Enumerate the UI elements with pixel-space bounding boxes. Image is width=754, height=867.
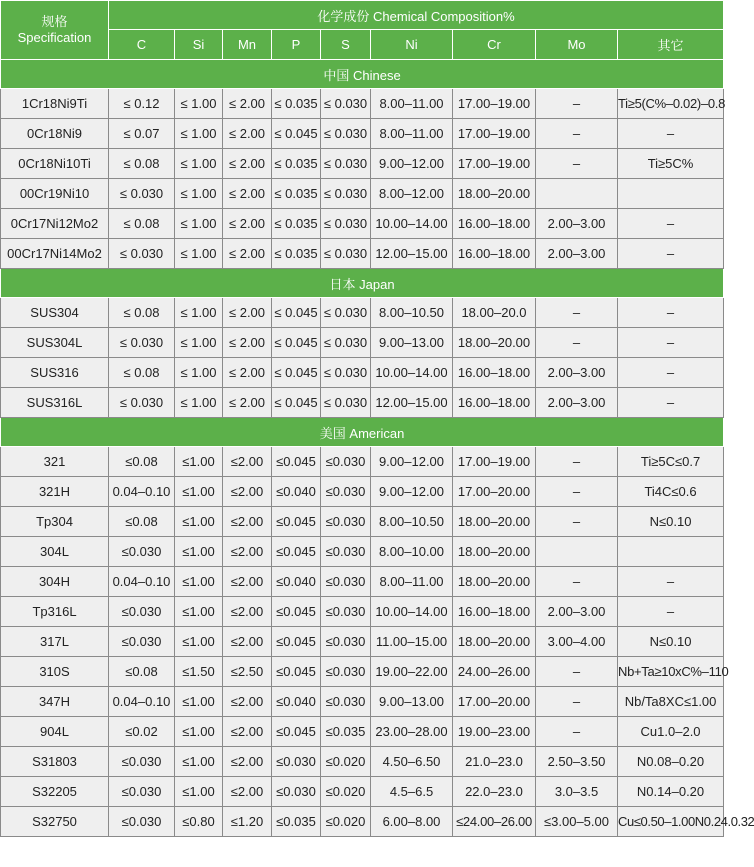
cell-p: ≤0.045 bbox=[272, 447, 321, 477]
cell-cr: 17.00–20.00 bbox=[453, 477, 536, 507]
cell-cr: 21.0–23.0 bbox=[453, 747, 536, 777]
cell-p: ≤0.035 bbox=[272, 807, 321, 837]
table-row bbox=[1, 388, 724, 418]
table-row bbox=[1, 657, 724, 687]
cell-p: ≤0.030 bbox=[272, 777, 321, 807]
cell-mo: ≤3.00–5.00 bbox=[536, 807, 618, 837]
cell-spec: SUS304 bbox=[1, 298, 109, 328]
cell-mn: ≤ 2.00 bbox=[223, 358, 272, 388]
cell-other: Ti≥5C% bbox=[618, 149, 724, 179]
cell-c: ≤0.030 bbox=[109, 747, 175, 777]
section-row-chinese bbox=[1, 60, 724, 89]
cell-spec: SUS304L bbox=[1, 328, 109, 358]
column-header-s: S bbox=[321, 30, 371, 60]
cell-si: ≤ 1.00 bbox=[175, 358, 223, 388]
cell-s: ≤0.030 bbox=[321, 627, 371, 657]
section-row-japan bbox=[1, 269, 724, 298]
cell-other: – bbox=[618, 358, 724, 388]
cell-mn: ≤ 2.00 bbox=[223, 239, 272, 269]
cell-spec: S32750 bbox=[1, 807, 109, 837]
cell-mo: – bbox=[536, 567, 618, 597]
cell-ni: 8.00–10.50 bbox=[371, 298, 453, 328]
cell-s: ≤0.030 bbox=[321, 477, 371, 507]
table-row bbox=[1, 687, 724, 717]
cell-s: ≤0.030 bbox=[321, 447, 371, 477]
cell-other: – bbox=[618, 328, 724, 358]
cell-c: ≤ 0.030 bbox=[109, 239, 175, 269]
cell-p: ≤ 0.035 bbox=[272, 149, 321, 179]
column-header-ni: Ni bbox=[371, 30, 453, 60]
cell-c: ≤0.030 bbox=[109, 807, 175, 837]
cell-mo bbox=[536, 537, 618, 567]
cell-mn: ≤ 2.00 bbox=[223, 149, 272, 179]
cell-cr: 18.00–20.00 bbox=[453, 627, 536, 657]
column-header-c: C bbox=[109, 30, 175, 60]
cell-spec: 310S bbox=[1, 657, 109, 687]
cell-c: ≤0.030 bbox=[109, 597, 175, 627]
cell-mo: 2.00–3.00 bbox=[536, 358, 618, 388]
cell-c: 0.04–0.10 bbox=[109, 477, 175, 507]
column-header-mo: Mo bbox=[536, 30, 618, 60]
cell-other: – bbox=[618, 388, 724, 418]
cell-cr: 22.0–23.0 bbox=[453, 777, 536, 807]
cell-other: – bbox=[618, 119, 724, 149]
cell-ni: 9.00–13.00 bbox=[371, 328, 453, 358]
cell-ni: 8.00–11.00 bbox=[371, 567, 453, 597]
cell-cr: 16.00–18.00 bbox=[453, 597, 536, 627]
cell-s: ≤0.020 bbox=[321, 807, 371, 837]
cell-other: – bbox=[618, 597, 724, 627]
cell-other: Nb/Ta8XC≤1.00 bbox=[618, 687, 724, 717]
cell-cr: 16.00–18.00 bbox=[453, 239, 536, 269]
cell-mn: ≤ 2.00 bbox=[223, 119, 272, 149]
section-title: 美国 American bbox=[1, 418, 724, 447]
cell-c: ≤0.030 bbox=[109, 777, 175, 807]
cell-p: ≤ 0.045 bbox=[272, 358, 321, 388]
cell-mo: – bbox=[536, 717, 618, 747]
cell-s: ≤ 0.030 bbox=[321, 119, 371, 149]
cell-cr: 17.00–19.00 bbox=[453, 119, 536, 149]
cell-cr: 18.00–20.00 bbox=[453, 179, 536, 209]
cell-si: ≤ 1.00 bbox=[175, 328, 223, 358]
table-row bbox=[1, 179, 724, 209]
cell-c: ≤ 0.07 bbox=[109, 119, 175, 149]
table-row bbox=[1, 89, 724, 119]
cell-c: ≤ 0.030 bbox=[109, 388, 175, 418]
cell-other: – bbox=[618, 567, 724, 597]
cell-c: ≤ 0.08 bbox=[109, 298, 175, 328]
table-row bbox=[1, 747, 724, 777]
section-title: 中国 Chinese bbox=[1, 60, 724, 89]
column-header-p: P bbox=[272, 30, 321, 60]
cell-c: ≤ 0.08 bbox=[109, 209, 175, 239]
cell-s: ≤ 0.030 bbox=[321, 89, 371, 119]
cell-s: ≤ 0.030 bbox=[321, 209, 371, 239]
cell-c: ≤ 0.08 bbox=[109, 149, 175, 179]
cell-spec: 00Cr17Ni14Mo2 bbox=[1, 239, 109, 269]
cell-mn: ≤2.00 bbox=[223, 717, 272, 747]
cell-cr: 18.00–20.00 bbox=[453, 507, 536, 537]
cell-si: ≤ 1.00 bbox=[175, 388, 223, 418]
cell-other: – bbox=[618, 239, 724, 269]
cell-other bbox=[618, 537, 724, 567]
section-row-american bbox=[1, 418, 724, 447]
table-row bbox=[1, 209, 724, 239]
table-row bbox=[1, 149, 724, 179]
cell-p: ≤0.045 bbox=[272, 657, 321, 687]
cell-p: ≤ 0.035 bbox=[272, 239, 321, 269]
cell-mo: 2.00–3.00 bbox=[536, 209, 618, 239]
cell-mo: – bbox=[536, 298, 618, 328]
cell-si: ≤1.00 bbox=[175, 567, 223, 597]
cell-spec: Tp316L bbox=[1, 597, 109, 627]
spec-header-en: Specification bbox=[17, 30, 92, 45]
table-row bbox=[1, 119, 724, 149]
cell-spec: 0Cr17Ni12Mo2 bbox=[1, 209, 109, 239]
cell-p: ≤0.045 bbox=[272, 507, 321, 537]
cell-spec: S31803 bbox=[1, 747, 109, 777]
cell-p: ≤0.045 bbox=[272, 597, 321, 627]
cell-cr: 24.00–26.00 bbox=[453, 657, 536, 687]
cell-ni: 9.00–12.00 bbox=[371, 447, 453, 477]
cell-c: ≤ 0.030 bbox=[109, 179, 175, 209]
cell-other: N≤0.10 bbox=[618, 507, 724, 537]
cell-mo: 2.50–3.50 bbox=[536, 747, 618, 777]
cell-s: ≤ 0.030 bbox=[321, 149, 371, 179]
cell-mo: – bbox=[536, 477, 618, 507]
cell-spec: 304H bbox=[1, 567, 109, 597]
cell-p: ≤ 0.045 bbox=[272, 388, 321, 418]
cell-p: ≤0.040 bbox=[272, 477, 321, 507]
cell-si: ≤1.00 bbox=[175, 537, 223, 567]
cell-mo: 3.0–3.5 bbox=[536, 777, 618, 807]
table-row bbox=[1, 477, 724, 507]
cell-cr: 17.00–20.00 bbox=[453, 687, 536, 717]
cell-p: ≤ 0.045 bbox=[272, 328, 321, 358]
cell-other bbox=[618, 179, 724, 209]
cell-si: ≤1.00 bbox=[175, 597, 223, 627]
cell-si: ≤ 1.00 bbox=[175, 119, 223, 149]
cell-cr: 18.00–20.00 bbox=[453, 328, 536, 358]
cell-s: ≤ 0.030 bbox=[321, 328, 371, 358]
cell-mn: ≤2.00 bbox=[223, 507, 272, 537]
cell-other: Ti4C≤0.6 bbox=[618, 477, 724, 507]
cell-mn: ≤2.50 bbox=[223, 657, 272, 687]
cell-si: ≤ 1.00 bbox=[175, 209, 223, 239]
table-row bbox=[1, 447, 724, 477]
cell-mo: – bbox=[536, 89, 618, 119]
cell-mo: 3.00–4.00 bbox=[536, 627, 618, 657]
cell-mo: – bbox=[536, 447, 618, 477]
cell-cr: 16.00–18.00 bbox=[453, 388, 536, 418]
table-row bbox=[1, 239, 724, 269]
cell-c: ≤ 0.08 bbox=[109, 358, 175, 388]
cell-other: Cu1.0–2.0 bbox=[618, 717, 724, 747]
cell-mo: – bbox=[536, 687, 618, 717]
table-row bbox=[1, 507, 724, 537]
table-row bbox=[1, 627, 724, 657]
cell-other: Ti≥5(C%–0.02)–0.8 bbox=[618, 89, 724, 119]
cell-ni: 4.5–6.5 bbox=[371, 777, 453, 807]
cell-s: ≤0.020 bbox=[321, 777, 371, 807]
cell-c: ≤0.030 bbox=[109, 627, 175, 657]
cell-mn: ≤2.00 bbox=[223, 537, 272, 567]
cell-mo bbox=[536, 179, 618, 209]
cell-spec: 1Cr18Ni9Ti bbox=[1, 89, 109, 119]
cell-ni: 4.50–6.50 bbox=[371, 747, 453, 777]
cell-mo: 2.00–3.00 bbox=[536, 388, 618, 418]
cell-cr: 19.00–23.00 bbox=[453, 717, 536, 747]
cell-si: ≤1.00 bbox=[175, 507, 223, 537]
cell-p: ≤0.045 bbox=[272, 627, 321, 657]
cell-other: Nb+Ta≥10xC%–110 bbox=[618, 657, 724, 687]
cell-other: Ti≥5C≤0.7 bbox=[618, 447, 724, 477]
column-header-other: 其它 bbox=[618, 30, 724, 60]
cell-spec: 321 bbox=[1, 447, 109, 477]
cell-s: ≤ 0.030 bbox=[321, 179, 371, 209]
cell-spec: 347H bbox=[1, 687, 109, 717]
cell-s: ≤ 0.030 bbox=[321, 358, 371, 388]
cell-mn: ≤ 2.00 bbox=[223, 298, 272, 328]
cell-mn: ≤2.00 bbox=[223, 447, 272, 477]
cell-other: N0.14–0.20 bbox=[618, 777, 724, 807]
spec-header-cn: 规格 bbox=[41, 14, 68, 29]
cell-spec: S32205 bbox=[1, 777, 109, 807]
table-header bbox=[1, 1, 724, 60]
cell-p: ≤ 0.035 bbox=[272, 209, 321, 239]
cell-si: ≤1.00 bbox=[175, 627, 223, 657]
cell-p: ≤ 0.035 bbox=[272, 179, 321, 209]
cell-cr: 16.00–18.00 bbox=[453, 358, 536, 388]
table-row bbox=[1, 298, 724, 328]
column-header-cr: Cr bbox=[453, 30, 536, 60]
cell-ni: 23.00–28.00 bbox=[371, 717, 453, 747]
cell-spec: 0Cr18Ni9 bbox=[1, 119, 109, 149]
cell-si: ≤ 1.00 bbox=[175, 298, 223, 328]
cell-si: ≤1.00 bbox=[175, 687, 223, 717]
cell-si: ≤1.50 bbox=[175, 657, 223, 687]
cell-cr: 18.00–20.00 bbox=[453, 537, 536, 567]
cell-cr: 17.00–19.00 bbox=[453, 89, 536, 119]
cell-si: ≤ 1.00 bbox=[175, 239, 223, 269]
cell-s: ≤0.030 bbox=[321, 597, 371, 627]
cell-mo: – bbox=[536, 119, 618, 149]
cell-mn: ≤2.00 bbox=[223, 777, 272, 807]
cell-mo: – bbox=[536, 328, 618, 358]
cell-s: ≤ 0.030 bbox=[321, 239, 371, 269]
column-header-si: Si bbox=[175, 30, 223, 60]
cell-p: ≤ 0.035 bbox=[272, 89, 321, 119]
cell-c: 0.04–0.10 bbox=[109, 567, 175, 597]
table-row bbox=[1, 358, 724, 388]
cell-p: ≤0.045 bbox=[272, 537, 321, 567]
cell-mo: – bbox=[536, 149, 618, 179]
cell-other: N0.08–0.20 bbox=[618, 747, 724, 777]
cell-mo: 2.00–3.00 bbox=[536, 597, 618, 627]
cell-mo: – bbox=[536, 657, 618, 687]
cell-c: 0.04–0.10 bbox=[109, 687, 175, 717]
cell-spec: SUS316L bbox=[1, 388, 109, 418]
cell-si: ≤ 1.00 bbox=[175, 89, 223, 119]
table-row bbox=[1, 537, 724, 567]
cell-ni: 8.00–11.00 bbox=[371, 89, 453, 119]
cell-s: ≤ 0.030 bbox=[321, 298, 371, 328]
cell-mn: ≤ 2.00 bbox=[223, 179, 272, 209]
cell-ni: 8.00–11.00 bbox=[371, 119, 453, 149]
table-row bbox=[1, 597, 724, 627]
composition-header: 化学成份 Chemical Composition% bbox=[109, 1, 724, 30]
cell-si: ≤1.00 bbox=[175, 777, 223, 807]
cell-s: ≤0.030 bbox=[321, 567, 371, 597]
cell-ni: 12.00–15.00 bbox=[371, 239, 453, 269]
cell-c: ≤ 0.12 bbox=[109, 89, 175, 119]
cell-spec: 321H bbox=[1, 477, 109, 507]
cell-cr: 17.00–19.00 bbox=[453, 149, 536, 179]
cell-other: – bbox=[618, 209, 724, 239]
table-body bbox=[1, 60, 754, 837]
cell-c: ≤0.02 bbox=[109, 717, 175, 747]
table-row bbox=[1, 807, 724, 837]
cell-p: ≤0.040 bbox=[272, 687, 321, 717]
cell-ni: 6.00–8.00 bbox=[371, 807, 453, 837]
cell-p: ≤0.045 bbox=[272, 717, 321, 747]
cell-mo: 2.00–3.00 bbox=[536, 239, 618, 269]
cell-mn: ≤2.00 bbox=[223, 477, 272, 507]
cell-ni: 9.00–12.00 bbox=[371, 477, 453, 507]
cell-si: ≤ 1.00 bbox=[175, 149, 223, 179]
cell-p: ≤0.030 bbox=[272, 747, 321, 777]
cell-mn: ≤ 2.00 bbox=[223, 209, 272, 239]
spec-header bbox=[1, 1, 109, 60]
cell-ni: 8.00–10.50 bbox=[371, 507, 453, 537]
cell-cr: 18.00–20.0 bbox=[453, 298, 536, 328]
cell-mn: ≤2.00 bbox=[223, 597, 272, 627]
cell-s: ≤ 0.030 bbox=[321, 388, 371, 418]
cell-p: ≤ 0.045 bbox=[272, 298, 321, 328]
cell-spec: 0Cr18Ni10Ti bbox=[1, 149, 109, 179]
cell-mo: – bbox=[536, 507, 618, 537]
cell-spec: 304L bbox=[1, 537, 109, 567]
cell-si: ≤0.80 bbox=[175, 807, 223, 837]
cell-spec: 00Cr19Ni10 bbox=[1, 179, 109, 209]
table-row bbox=[1, 328, 724, 358]
cell-s: ≤0.030 bbox=[321, 507, 371, 537]
table-row bbox=[1, 567, 724, 597]
cell-ni: 8.00–10.00 bbox=[371, 537, 453, 567]
cell-c: ≤0.08 bbox=[109, 657, 175, 687]
cell-cr: 17.00–19.00 bbox=[453, 447, 536, 477]
cell-ni: 8.00–12.00 bbox=[371, 179, 453, 209]
table-row bbox=[1, 777, 724, 807]
cell-p: ≤ 0.045 bbox=[272, 119, 321, 149]
cell-cr: 18.00–20.00 bbox=[453, 567, 536, 597]
cell-si: ≤ 1.00 bbox=[175, 179, 223, 209]
cell-s: ≤0.030 bbox=[321, 657, 371, 687]
cell-cr: 16.00–18.00 bbox=[453, 209, 536, 239]
cell-other: N≤0.10 bbox=[618, 627, 724, 657]
cell-s: ≤0.030 bbox=[321, 537, 371, 567]
cell-c: ≤ 0.030 bbox=[109, 328, 175, 358]
cell-spec: 904L bbox=[1, 717, 109, 747]
cell-s: ≤0.020 bbox=[321, 747, 371, 777]
section-title: 日本 Japan bbox=[1, 269, 724, 298]
cell-si: ≤1.00 bbox=[175, 477, 223, 507]
column-header-mn: Mn bbox=[223, 30, 272, 60]
cell-ni: 11.00–15.00 bbox=[371, 627, 453, 657]
cell-c: ≤0.08 bbox=[109, 447, 175, 477]
cell-si: ≤1.00 bbox=[175, 717, 223, 747]
table-row bbox=[1, 717, 724, 747]
cell-cr: ≤24.00–26.00 bbox=[453, 807, 536, 837]
cell-c: ≤0.030 bbox=[109, 537, 175, 567]
cell-mn: ≤2.00 bbox=[223, 687, 272, 717]
cell-ni: 10.00–14.00 bbox=[371, 358, 453, 388]
cell-ni: 10.00–14.00 bbox=[371, 597, 453, 627]
cell-mn: ≤ 2.00 bbox=[223, 328, 272, 358]
cell-si: ≤1.00 bbox=[175, 447, 223, 477]
cell-ni: 9.00–12.00 bbox=[371, 149, 453, 179]
cell-mn: ≤1.20 bbox=[223, 807, 272, 837]
cell-ni: 12.00–15.00 bbox=[371, 388, 453, 418]
cell-p: ≤0.040 bbox=[272, 567, 321, 597]
cell-mn: ≤2.00 bbox=[223, 747, 272, 777]
cell-mn: ≤ 2.00 bbox=[223, 89, 272, 119]
cell-c: ≤0.08 bbox=[109, 507, 175, 537]
cell-ni: 9.00–13.00 bbox=[371, 687, 453, 717]
cell-spec: Tp304 bbox=[1, 507, 109, 537]
cell-s: ≤0.030 bbox=[321, 687, 371, 717]
cell-other: – bbox=[618, 298, 724, 328]
cell-other: Cu≤0.50–1.00N0.24.0.32 bbox=[618, 807, 724, 837]
cell-ni: 10.00–14.00 bbox=[371, 209, 453, 239]
cell-si: ≤1.00 bbox=[175, 747, 223, 777]
cell-ni: 19.00–22.00 bbox=[371, 657, 453, 687]
cell-spec: 317L bbox=[1, 627, 109, 657]
cell-spec: SUS316 bbox=[1, 358, 109, 388]
cell-mn: ≤2.00 bbox=[223, 567, 272, 597]
cell-mn: ≤ 2.00 bbox=[223, 388, 272, 418]
cell-mn: ≤2.00 bbox=[223, 627, 272, 657]
cell-s: ≤0.035 bbox=[321, 717, 371, 747]
